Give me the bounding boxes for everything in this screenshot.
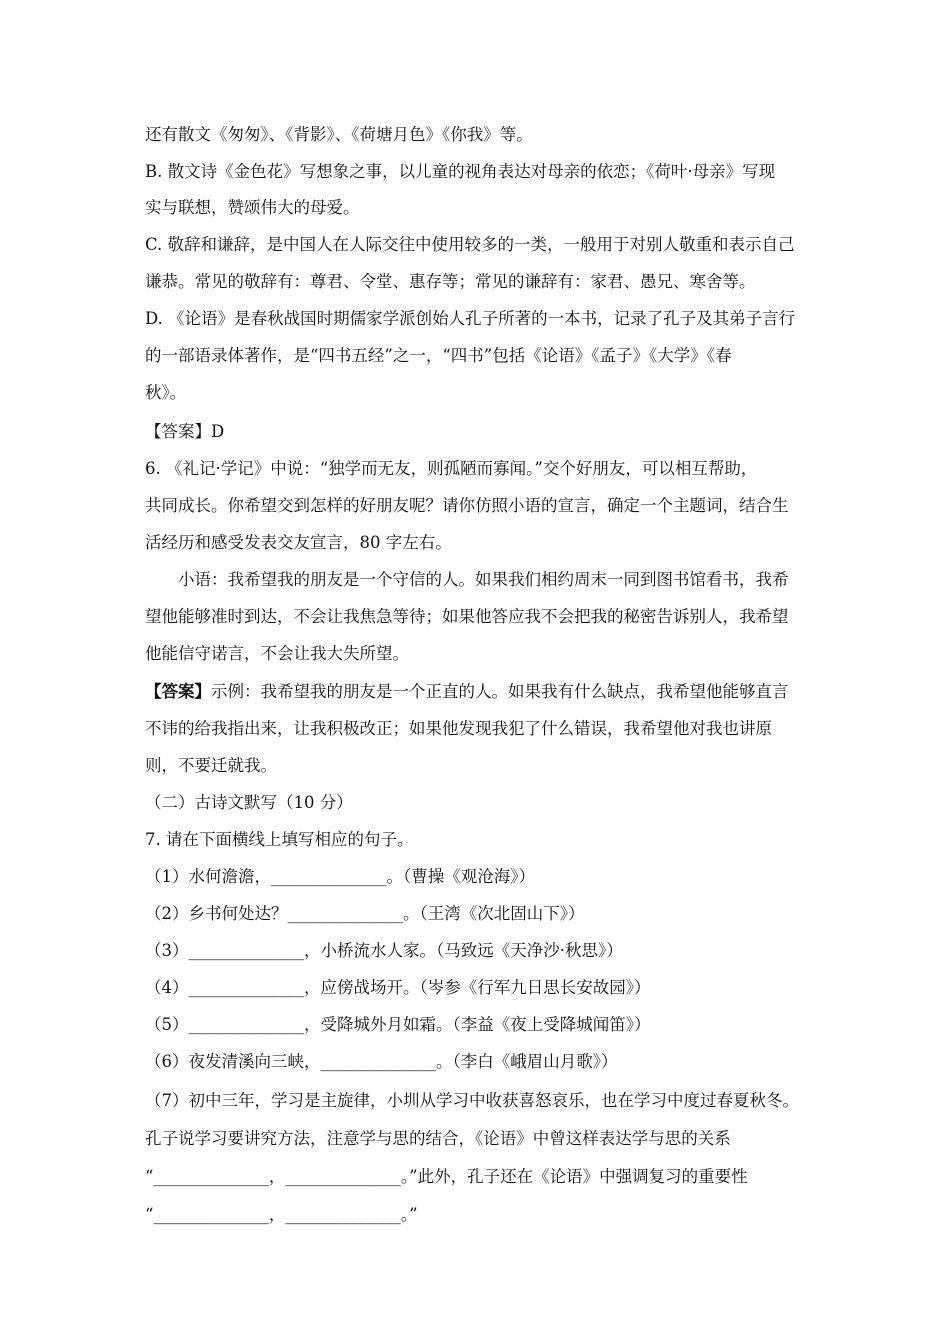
question-7-item-5: （5）______________，受降城外月如霜。（李益《夜上受降城闻笛》） xyxy=(145,1015,651,1034)
question-6-line-2: 共同成长。你希望交到怎样的好朋友呢？请你仿照小语的宣言，确定一个主题词，结合生 xyxy=(145,496,789,515)
question-7-item-7-line-2: 孔子说学习要讲究方法，注意学与思的结合，《论语》中曾这样表达学与思的关系 xyxy=(145,1129,731,1148)
example-line-2: 望他能够准时到达，不会让我焦急等待；如果他答应我不会把我的秘密告诉别人，我希望 xyxy=(145,607,789,626)
text-line: 还有散文《匆匆》、《背影》、《荷塘月色》《你我》等。 xyxy=(145,125,533,144)
answer-label: 【答案】 xyxy=(145,682,211,701)
example-line-1: 小语：我希望我的朋友是一个守信的人。如果我们相约周末一同到图书馆看书，我希 xyxy=(178,570,789,589)
question-7-item-2: （2）乡书何处达？______________。（王湾《次北固山下》） xyxy=(145,904,585,923)
question-7-item-6: （6）夜发清溪向三峡，______________。（李白《峨眉山月歌》） xyxy=(145,1052,618,1071)
question-7-stem: 7. 请在下面横线上填写相应的句子。 xyxy=(145,830,414,849)
question-7-item-1: （1）水何澹澹，______________。（曹操《观沧海》） xyxy=(145,867,535,886)
answer-5: 【答案】D xyxy=(145,422,225,441)
answer-6-line-3: 则，不要迁就我。 xyxy=(145,756,277,775)
option-d-line-2: 的一部语录体著作，是“四书五经”之一，“四书”包括《论语》《孟子》《大学》《春 xyxy=(145,346,732,365)
example-line-3: 他能信守诺言，不会让我大失所望。 xyxy=(145,644,409,663)
answer-6-line-2: 不讳的给我指出来，让我积极改正；如果他发现我犯了什么错误，我希望他对我也讲原 xyxy=(145,719,772,738)
option-d-line-1: D. 《论语》是春秋战国时期儒家学派创始人孔子所著的一本书，记录了孔子及其弟子言行 xyxy=(145,309,796,328)
question-7-item-4: （4）______________，应傍战场开。（岑参《行军九日思长安故园》） xyxy=(145,978,651,997)
question-7-item-7-line-1: （7）初中三年，学习是主旋律，小圳从学习中收获喜怒哀乐，也在学习中度过春夏秋冬。 xyxy=(145,1091,799,1110)
answer-6-text: 示例：我希望我的朋友是一个正直的人。如果我有什么缺点，我希望他能够直言 xyxy=(211,682,789,701)
answer-6-line-1 xyxy=(145,681,815,703)
question-7-item-7-line-3: “______________，______________。”此外，孔子还在《论语》中强调复习的重要性 xyxy=(145,1167,748,1186)
question-6-line-3: 活经历和感受发表交友宣言，80 字左右。 xyxy=(145,533,452,552)
option-c-line-1: C. 敬辞和谦辞，是中国人在人际交往中使用较多的一类，一般用于对别人敬重和表示自己 xyxy=(145,235,795,254)
option-d-line-3: 秋》。 xyxy=(145,383,187,402)
question-6-line-1: 6. 《礼记·学记》中说：“独学而无友，则孤陋而寡闻。”交个好朋友，可以相互帮助， xyxy=(145,459,758,478)
option-c-line-2: 谦恭。常见的敬辞有：尊君、令堂、惠存等；常见的谦辞有：家君、愚兄、寒舍等。 xyxy=(145,272,756,291)
option-b-line-2: 实与联想，赞颂伟大的母爱。 xyxy=(145,198,360,217)
question-7-item-3: （3）______________，小桥流水人家。（马致远《天净沙·秋思》） xyxy=(145,941,623,960)
section-heading: （二）古诗文默写（10 分） xyxy=(145,793,353,812)
option-b-line-1: B. 散文诗《金色花》写想象之事，以儿童的视角表达对母亲的依恋；《荷叶·母亲》写现 xyxy=(145,162,776,181)
question-7-item-7-line-4: “______________，______________。” xyxy=(145,1205,418,1224)
